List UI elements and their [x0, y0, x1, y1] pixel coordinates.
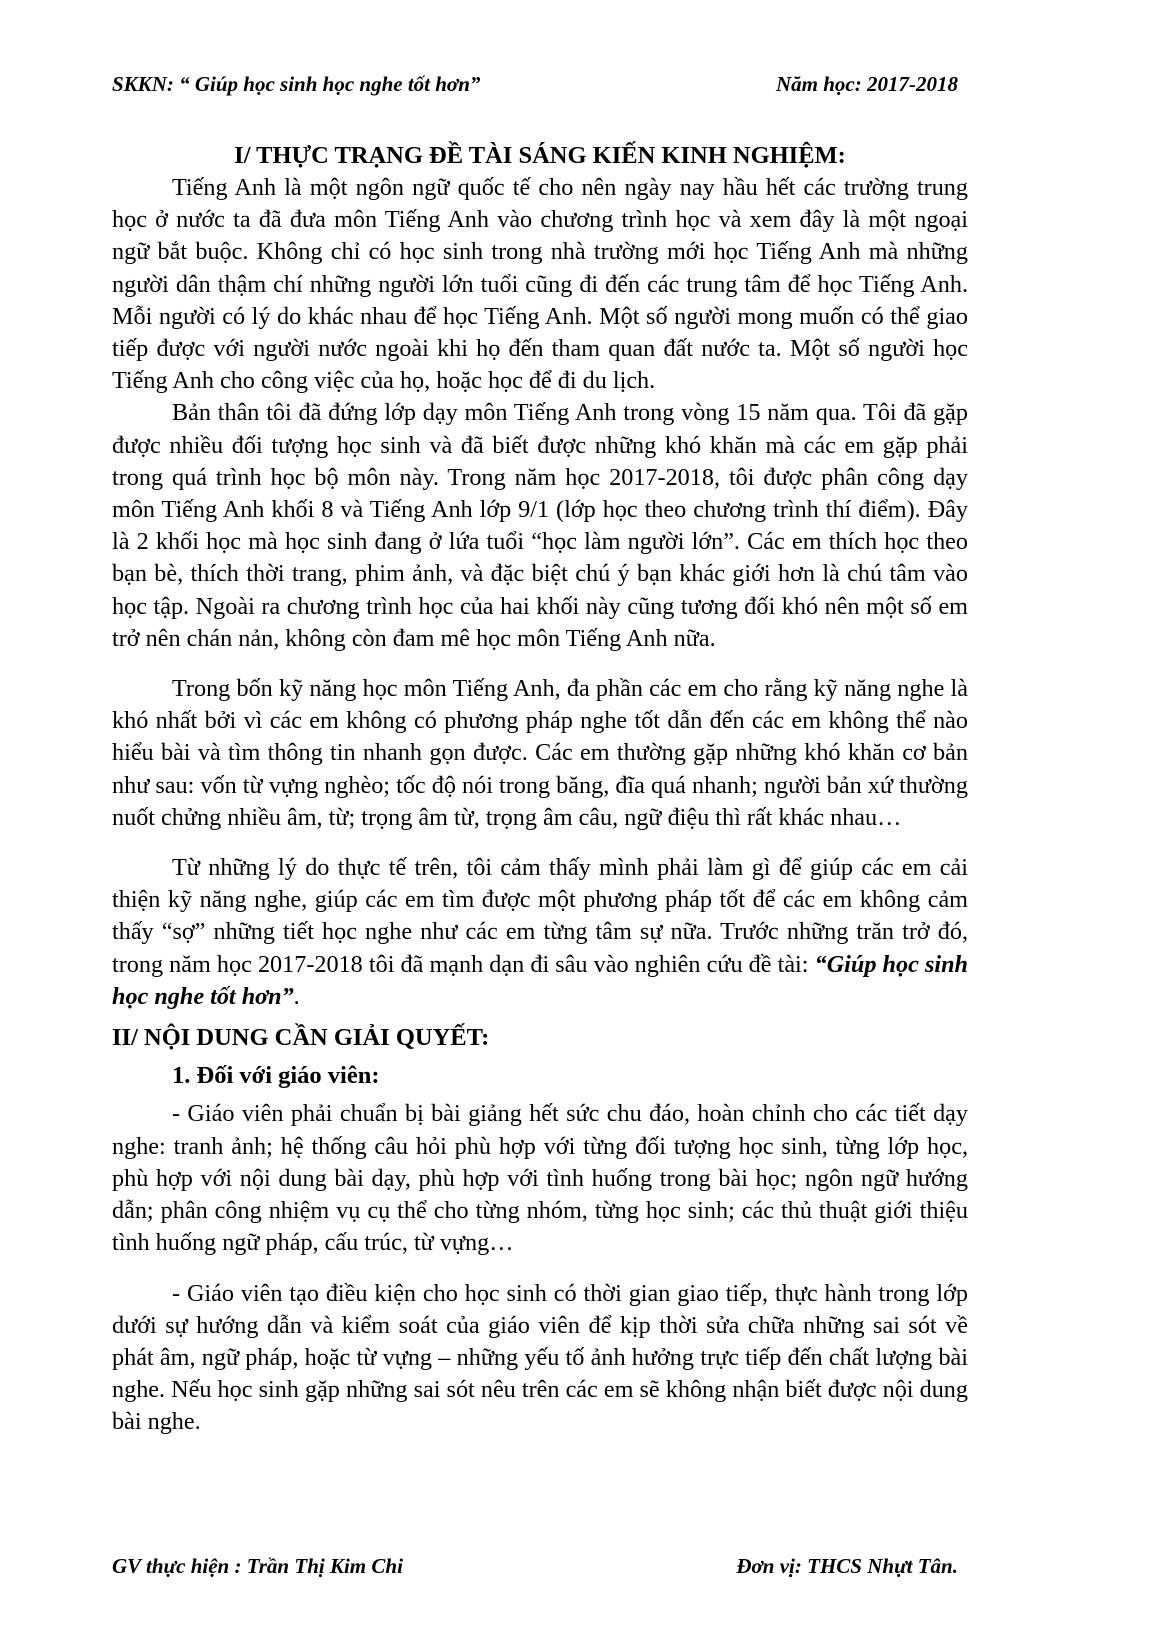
- subsection-1-heading: 1. Đối với giáo viên:: [172, 1062, 380, 1090]
- section-2-paragraph-2: - Giáo viên tạo điều kiện cho học sinh có thời gian giao tiếp, thực hành trong lớp dưới sự hướng dẫn và kiểm soát của giáo viên để kịp thời sửa chữa những sai sót về phát âm, ngữ pháp, hoặc từ vựng – những yếu tố ảnh hưởng trực tiếp đến chất lượng bài nghe. Nếu học sinh gặp những sai sót nêu trên các em sẽ không nhận biết được nội dung bài nghe.: [112, 1279, 968, 1436]
- section-1-paragraph-3: Trong bốn kỹ năng học môn Tiếng Anh, đa phần các em cho rằng kỹ năng nghe là khó nhất bởi vì các em không có phương pháp nghe tốt dẫn đến các em không thể nào hiểu bài và tìm thông tin nhanh gọn được. Các em thường gặp những khó khăn cơ bản như sau: vốn từ vựng nghèo; tốc độ nói trong băng, đĩa quá nhanh; người bản xứ thường nuốt chửng nhiều âm, từ; trọng âm từ, trọng âm câu, ngữ điệu thì rất khác nhau…: [112, 675, 968, 831]
- footer-teacher: GV thực hiện : Trần Thị Kim Chi: [112, 1554, 403, 1578]
- page-footer: [112, 1552, 958, 1580]
- section-1-paragraph-2: Bản thân tôi đã đứng lớp dạy môn Tiếng Anh trong vòng 15 năm qua. Tôi đã gặp được nhiều đối tượng học sinh và đã biết được những khó khăn mà các em gặp phải trong quá trình học bộ môn này. Trong năm học 2017-2018, tôi được phân công dạy môn Tiếng Anh khối 8 và Tiếng Anh lớp 9/1 (lớp học theo chương trình thí điểm). Đây là 2 khối học mà học sinh đang ở lứa tuổi “học làm người lớn”. Các em thích học theo bạn bè, thích thời trang, phim ảnh, và đặc biệt chú ý bạn khác giới hơn là chú tâm vào học tập. Ngoài ra chương trình học của hai khối này cũng tương đối khó nên một số em trở nên chán nản, không còn đam mê học môn Tiếng Anh nữa.: [112, 399, 968, 652]
- paragraph-4-end: .: [293, 982, 300, 1010]
- page-content: [112, 140, 968, 1439]
- section-2-heading: II/ NỘI DUNG CẦN GIẢI QUYẾT:: [112, 1024, 490, 1052]
- header-school-year: Năm học: 2017-2018: [776, 72, 958, 96]
- footer-unit: Đơn vị: THCS Nhựt Tân.: [736, 1554, 958, 1578]
- paragraph-4-text: Từ những lý do thực tế trên, tôi cảm thấy mình phải làm gì để giúp các em cải thiện kỹ năng nghe, giúp các em tìm được một phương pháp tốt để các em không cảm thấy “sợ” những tiết học nghe như các em từng tâm sự nữa. Trước những trăn trở đó, trong năm học 2017-2018 tôi đã mạnh dạn đi sâu vào nghiên cứu đề tài:: [112, 854, 968, 978]
- section-1-paragraph-1: Tiếng Anh là một ngôn ngữ quốc tế cho nên ngày nay hầu hết các trường trung học ở nước ta đã đưa môn Tiếng Anh vào chương trình học và xem đây là một ngoại ngữ bắt buộc. Không chỉ có học sinh trong nhà trường mới học Tiếng Anh mà những người dân thậm chí những người lớn tuổi cũng đi đến các trung tâm để học Tiếng Anh. Mỗi người có lý do khác nhau để học Tiếng Anh. Một số người mong muốn có thể giao tiếp được với người nước ngoài khi họ đến tham quan đất nước ta. Một số người học Tiếng Anh cho công việc của họ, hoặc học để đi du lịch.: [112, 174, 968, 395]
- header-title: SKKN: “ Giúp học sinh học nghe tốt hơn”: [112, 72, 481, 96]
- section-1-paragraph-4: [112, 852, 968, 1013]
- section-1-heading: I/ THỰC TRẠNG ĐỀ TÀI SÁNG KIẾN KINH NGHIỆM:: [234, 142, 846, 169]
- page-header: [112, 70, 958, 98]
- topic-title: “Giúp học sinh học nghe tốt hơn”: [112, 950, 968, 1010]
- section-2-paragraph-1: - Giáo viên phải chuẩn bị bài giảng hết sức chu đáo, hoàn chỉnh cho các tiết dạy nghe: tranh ảnh; hệ thống câu hỏi phù hợp với từng đối tượng học sinh, từng lớp học, phù hợp với nội dung bài dạy, phù hợp với tình huống trong bài học; ngôn ngữ hướng dẫn; phân công nhiệm vụ cụ thể cho từng nhóm, từng học sinh; các thủ thuật giới thiệu tình huống ngữ pháp, cấu trúc, từ vựng…: [112, 1100, 968, 1257]
